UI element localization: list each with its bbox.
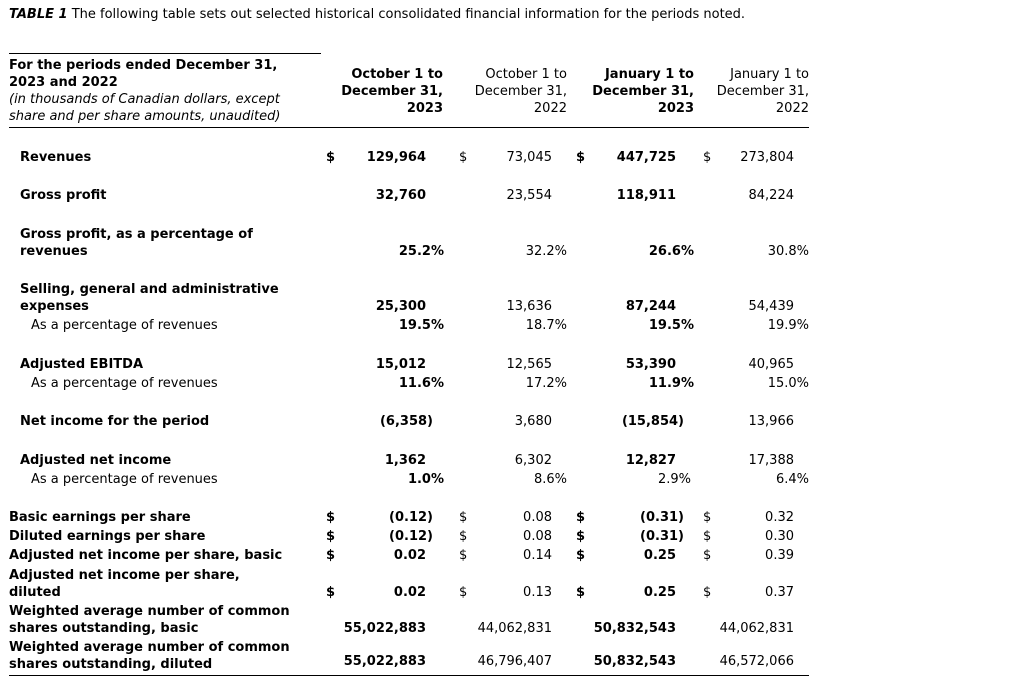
table-header-description — [9, 57, 321, 125]
row-label-adj-ni-per-share-diluted-line1: Adjusted net income per share, — [9, 568, 240, 583]
value-gross-profit-fy-2023: 118,911 — [616, 188, 676, 203]
currency-symbol: $ — [459, 585, 468, 600]
currency-symbol: $ — [326, 585, 336, 600]
value-adj-ni-diluted-fy-2023: 0.25 — [643, 585, 676, 600]
row-label-gross-profit-pct-line1: Gross profit, as a percentage of — [20, 227, 253, 242]
currency-symbol: $ — [459, 548, 468, 563]
value-adj-ebitda-fy-2023: 53,390 — [625, 357, 676, 372]
row-label-basic-eps: Basic earnings per share — [9, 510, 191, 525]
currency-symbol: $ — [576, 529, 586, 544]
value-net-income-q4-2023: (6,358) — [379, 414, 433, 429]
row-label-revenues: Revenues — [20, 150, 92, 165]
row-label-sga-line2: expenses — [20, 299, 89, 314]
value-sga-pct-fy-2023: 19.5% — [648, 318, 694, 333]
header-units-line1: (in thousands of Canadian dollars, except — [9, 92, 280, 107]
value-adj-ni-diluted-fy-2022: 0.37 — [765, 585, 794, 600]
value-revenues-q4-2023: 129,964 — [366, 150, 426, 165]
value-sga-fy-2023: 87,244 — [625, 299, 676, 314]
value-adj-ebitda-pct-fy-2023: 11.9% — [648, 376, 694, 391]
caption-text: The following table sets out selected historical consolidated financial information for the periods noted. — [67, 7, 746, 22]
column-header-q4-2022: October 1 to December 31, 2022 — [474, 67, 567, 116]
value-adj-net-income-pct-q4-2022: 8.6% — [533, 472, 567, 487]
value-net-income-fy-2022: 13,966 — [748, 414, 794, 429]
value-adj-ni-basic-fy-2023: 0.25 — [643, 548, 676, 563]
value-net-income-fy-2023: (15,854) — [621, 414, 684, 429]
row-label-net-income: Net income for the period — [20, 414, 210, 429]
currency-symbol: $ — [703, 150, 712, 165]
currency-symbol: $ — [576, 585, 586, 600]
header-units-line2: share and per share amounts, unaudited) — [9, 109, 281, 124]
value-adj-ni-basic-fy-2022: 0.39 — [765, 548, 794, 563]
value-gross-profit-pct-q4-2022: 32.2% — [525, 244, 567, 259]
row-label-gross-profit-pct-line2: revenues — [20, 244, 88, 259]
value-adj-ni-basic-q4-2022: 0.14 — [523, 548, 552, 563]
row-label-wa-shares-basic-line1: Weighted average number of common — [9, 604, 290, 619]
currency-symbol: $ — [576, 548, 586, 563]
value-adj-net-income-fy-2023: 12,827 — [625, 453, 676, 468]
value-wa-diluted-fy-2023: 50,832,543 — [593, 654, 676, 669]
value-wa-diluted-q4-2023: 55,022,883 — [343, 654, 426, 669]
value-revenues-fy-2022: 273,804 — [740, 150, 794, 165]
value-adj-net-income-pct-fy-2023: 2.9% — [657, 472, 691, 487]
value-adj-net-income-pct-fy-2022: 6.4% — [775, 472, 809, 487]
value-diluted-eps-q4-2022: 0.08 — [523, 529, 552, 544]
value-adj-ebitda-pct-q4-2023: 11.6% — [398, 376, 444, 391]
currency-symbol: $ — [703, 585, 712, 600]
value-net-income-q4-2022: 3,680 — [514, 414, 552, 429]
row-label-wa-shares-diluted-line2: shares outstanding, diluted — [9, 657, 213, 672]
value-adj-ebitda-fy-2022: 40,965 — [748, 357, 794, 372]
value-gross-profit-pct-fy-2023: 26.6% — [648, 244, 694, 259]
value-adj-ebitda-pct-fy-2022: 15.0% — [767, 376, 809, 391]
value-adj-ebitda-q4-2023: 15,012 — [375, 357, 426, 372]
row-label-adj-ni-per-share-basic: Adjusted net income per share, basic — [9, 548, 283, 563]
value-adj-ni-diluted-q4-2022: 0.13 — [523, 585, 552, 600]
value-sga-q4-2022: 13,636 — [506, 299, 552, 314]
value-basic-eps-fy-2023: (0.31) — [640, 510, 684, 525]
currency-symbol: $ — [459, 529, 468, 544]
value-adj-net-income-q4-2022: 6,302 — [514, 453, 552, 468]
header-top-rule — [9, 53, 321, 54]
row-label-diluted-eps: Diluted earnings per share — [9, 529, 206, 544]
value-revenues-q4-2022: 73,045 — [506, 150, 552, 165]
currency-symbol: $ — [703, 548, 712, 563]
table-bottom-rule — [9, 675, 809, 676]
caption-label: TABLE 1 — [9, 7, 68, 22]
currency-symbol: $ — [703, 510, 712, 525]
row-label-gross-profit: Gross profit — [20, 188, 107, 203]
value-diluted-eps-q4-2023: (0.12) — [389, 529, 433, 544]
currency-symbol: $ — [459, 150, 468, 165]
row-label-adj-ebitda-pct: As a percentage of revenues — [31, 376, 218, 391]
value-adj-ebitda-q4-2022: 12,565 — [506, 357, 552, 372]
currency-symbol: $ — [326, 150, 336, 165]
value-adj-ni-diluted-q4-2023: 0.02 — [393, 585, 426, 600]
table-caption — [9, 6, 789, 23]
value-gross-profit-q4-2022: 23,554 — [506, 188, 552, 203]
row-label-adj-net-income-pct: As a percentage of revenues — [31, 472, 218, 487]
value-gross-profit-pct-fy-2022: 30.8% — [767, 244, 809, 259]
column-header-fy-2023: January 1 to December 31, 2023 — [592, 67, 694, 116]
value-sga-pct-q4-2023: 19.5% — [398, 318, 444, 333]
value-diluted-eps-fy-2022: 0.30 — [765, 529, 794, 544]
value-sga-pct-q4-2022: 18.7% — [525, 318, 567, 333]
header-bottom-rule — [9, 127, 809, 128]
currency-symbol: $ — [326, 529, 336, 544]
row-label-adj-ebitda: Adjusted EBITDA — [20, 357, 144, 372]
value-wa-basic-fy-2022: 44,062,831 — [719, 621, 794, 636]
value-wa-diluted-fy-2022: 46,572,066 — [719, 654, 794, 669]
row-label-wa-shares-diluted-line1: Weighted average number of common — [9, 640, 290, 655]
currency-symbol: $ — [326, 548, 336, 563]
value-sga-q4-2023: 25,300 — [375, 299, 426, 314]
value-basic-eps-q4-2022: 0.08 — [523, 510, 552, 525]
row-label-adj-ni-per-share-diluted-line2: diluted — [9, 585, 61, 600]
value-revenues-fy-2023: 447,725 — [616, 150, 676, 165]
column-header-q4-2023: October 1 to December 31, 2023 — [341, 67, 443, 116]
value-wa-basic-q4-2023: 55,022,883 — [343, 621, 426, 636]
currency-symbol: $ — [459, 510, 468, 525]
row-label-sga-line1: Selling, general and administrative — [20, 282, 279, 297]
currency-symbol: $ — [576, 150, 586, 165]
value-basic-eps-q4-2023: (0.12) — [389, 510, 433, 525]
value-sga-fy-2022: 54,439 — [748, 299, 794, 314]
value-wa-basic-fy-2023: 50,832,543 — [593, 621, 676, 636]
value-adj-net-income-pct-q4-2023: 1.0% — [407, 472, 444, 487]
column-header-fy-2022: January 1 to December 31, 2022 — [716, 67, 809, 116]
row-label-adj-net-income: Adjusted net income — [20, 453, 172, 468]
value-gross-profit-fy-2022: 84,224 — [748, 188, 794, 203]
row-label-wa-shares-basic-line2: shares outstanding, basic — [9, 621, 199, 636]
value-diluted-eps-fy-2023: (0.31) — [640, 529, 684, 544]
value-wa-basic-q4-2022: 44,062,831 — [477, 621, 552, 636]
value-basic-eps-fy-2022: 0.32 — [765, 510, 794, 525]
value-adj-ni-basic-q4-2023: 0.02 — [393, 548, 426, 563]
row-label-sga-pct: As a percentage of revenues — [31, 318, 218, 333]
value-sga-pct-fy-2022: 19.9% — [767, 318, 809, 333]
value-gross-profit-q4-2023: 32,760 — [375, 188, 426, 203]
value-adj-ebitda-pct-q4-2022: 17.2% — [525, 376, 567, 391]
value-adj-net-income-fy-2022: 17,388 — [748, 453, 794, 468]
currency-symbol: $ — [703, 529, 712, 544]
currency-symbol: $ — [326, 510, 336, 525]
value-wa-diluted-q4-2022: 46,796,407 — [477, 654, 552, 669]
value-gross-profit-pct-q4-2023: 25.2% — [398, 244, 444, 259]
value-adj-net-income-q4-2023: 1,362 — [384, 453, 426, 468]
header-period-line2: 2023 and 2022 — [9, 75, 118, 90]
currency-symbol: $ — [576, 510, 586, 525]
header-period-line1: For the periods ended December 31, — [9, 58, 278, 73]
